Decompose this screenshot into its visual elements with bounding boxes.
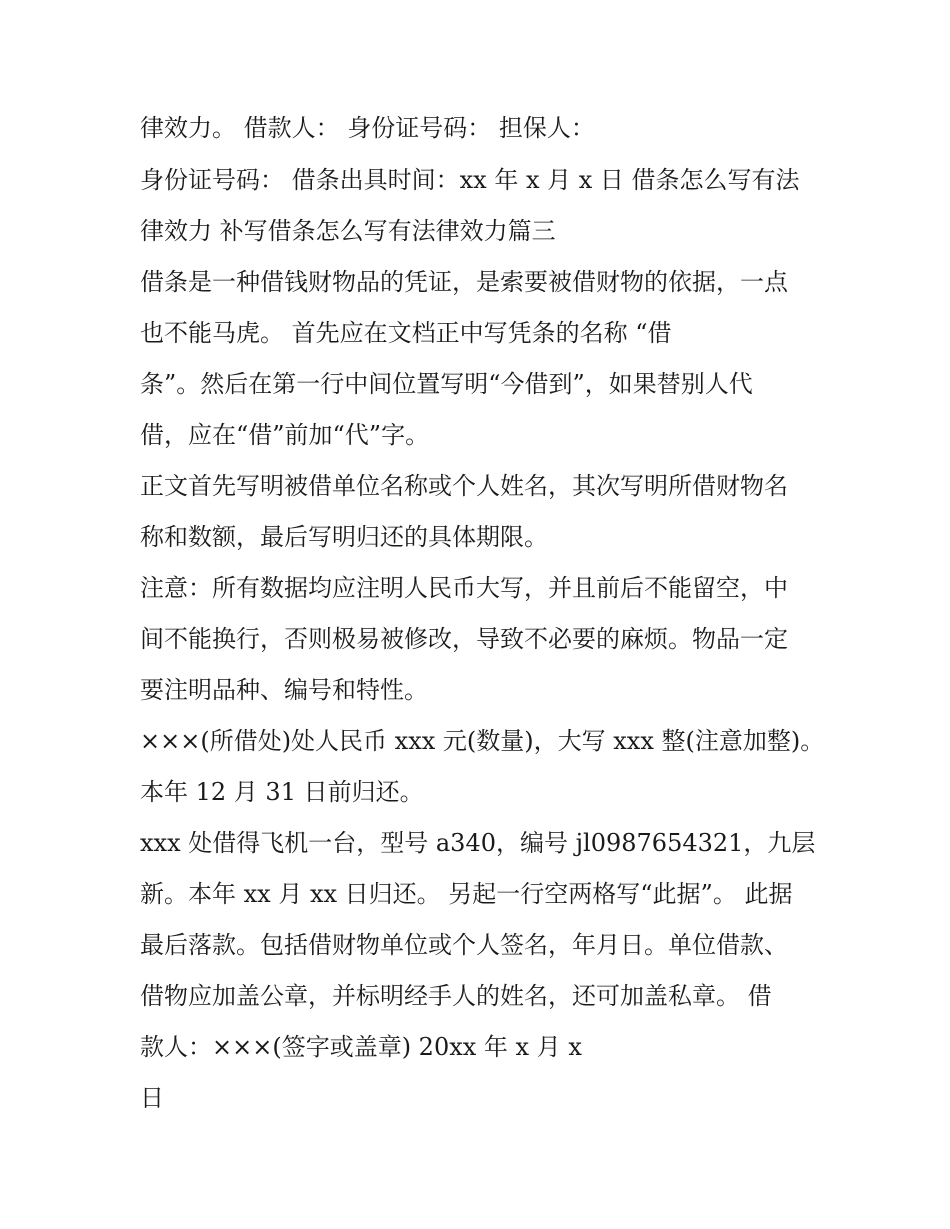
text-line: ×××(所借处)处人民币 xxx 元(数量)，大写 xxx 整(注意加整)。 bbox=[140, 727, 825, 755]
text-line: 律效力。 借款人： 身份证号码： 担保人： bbox=[140, 114, 595, 142]
text-line: 借条是一种借钱财物品的凭证，是索要被借财物的依据，一点 bbox=[140, 268, 788, 296]
text-line: 身份证号码： 借条出具时间：xx 年 x 月 x 日 借条怎么写有法 bbox=[140, 166, 800, 194]
text-line: 新。本年 xx 月 xx 日归还。 另起一行空两格写“此据”。 此据 bbox=[140, 880, 793, 908]
text-line: 日 bbox=[140, 1084, 164, 1112]
text-line: 注意：所有数据均应注明人民币大写，并且前后不能留空，中 bbox=[140, 574, 788, 602]
text-line: xxx 处借得飞机一台，型号 a340，编号 jl0987654321，九层 bbox=[140, 829, 816, 857]
text-line: 也不能马虎。 首先应在文档正中写凭条的名称 “借 bbox=[140, 319, 672, 347]
text-line: 间不能换行，否则极易被修改，导致不必要的麻烦。物品一定 bbox=[140, 625, 788, 653]
text-line: 要注明品种、编号和特性。 bbox=[140, 676, 428, 704]
text-line: 借物应加盖公章，并标明经手人的姓名，还可加盖私章。 借 bbox=[140, 982, 772, 1010]
text-line: 本年 12 月 31 日前归还。 bbox=[140, 778, 424, 806]
text-line: 最后落款。包括借财物单位或个人签名，年月日。单位借款、 bbox=[140, 931, 788, 959]
text-line: 律效力 补写借条怎么写有法律效力篇三 bbox=[140, 217, 556, 245]
text-line: 条”。然后在第一行中间位置写明“今借到”，如果替别人代 bbox=[140, 370, 753, 398]
text-line: 款人：×××(签字或盖章) 20xx 年 x 月 x bbox=[140, 1033, 582, 1061]
text-line: 正文首先写明被借单位名称或个人姓名，其次写明所借财物名 bbox=[140, 472, 788, 500]
text-line: 称和数额，最后写明归还的具体期限。 bbox=[140, 523, 548, 551]
text-line: 借，应在“借”前加“代”字。 bbox=[140, 421, 430, 449]
